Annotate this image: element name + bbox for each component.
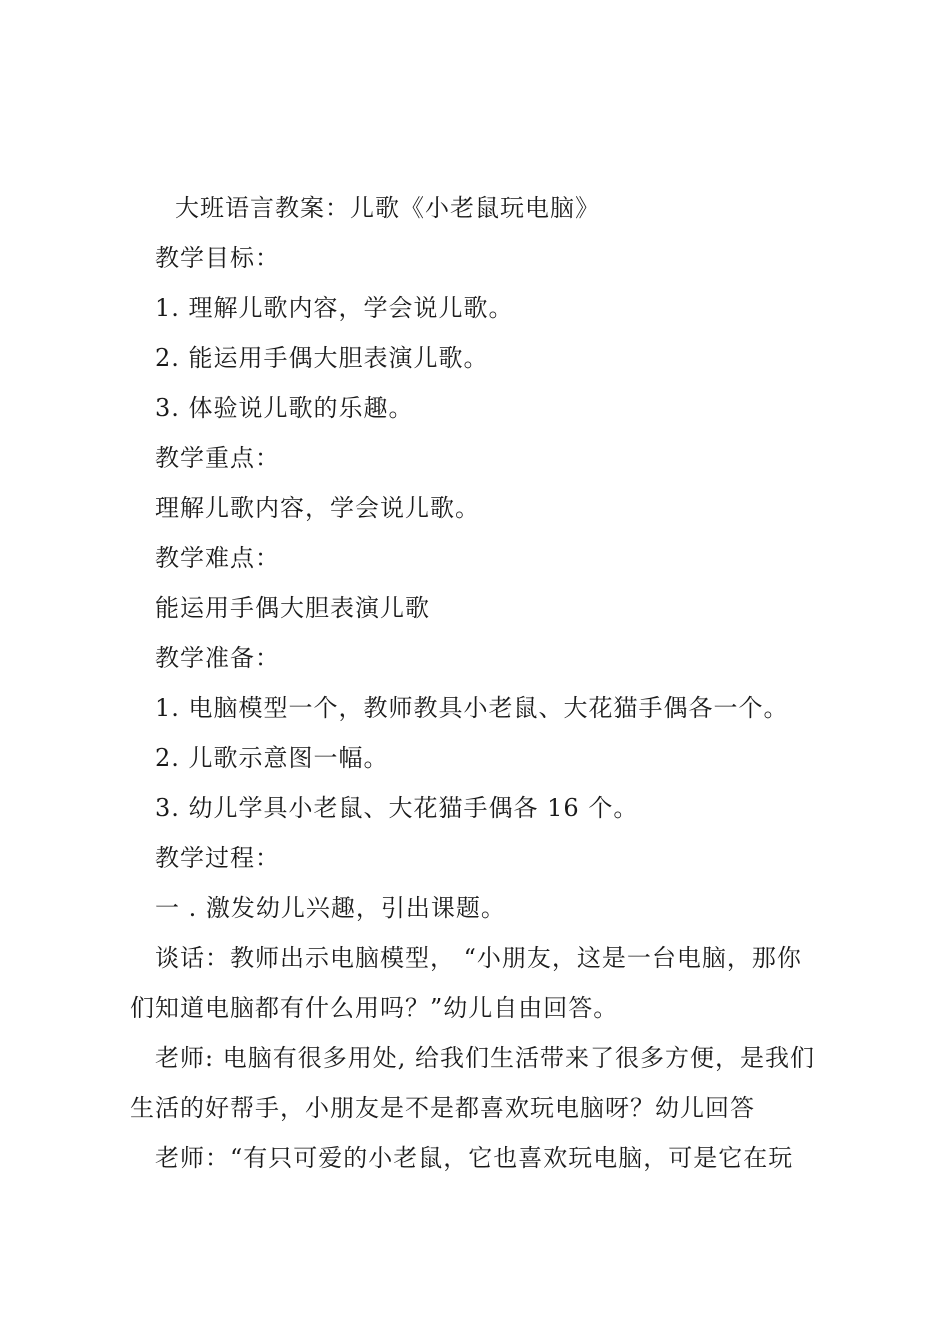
dialog-1-line-2: 们知道电脑都有什么用吗？”幼儿自由回答。 <box>130 994 619 1022</box>
process-heading: 教学过程： <box>155 844 280 872</box>
key-text: 理解儿歌内容，学会说儿歌。 <box>155 494 480 522</box>
prep-item-1: 1. 电脑模型一个，教师教具小老鼠、大花猫手偶各一个。 <box>155 694 789 722</box>
difficulty-heading: 教学难点： <box>155 544 280 572</box>
goal-item-1: 1. 理解儿歌内容，学会说儿歌。 <box>155 294 514 322</box>
goals-heading: 教学目标： <box>155 244 280 272</box>
prep-heading: 教学准备： <box>155 644 280 672</box>
goal-item-3: 3. 体验说儿歌的乐趣。 <box>155 394 414 422</box>
key-heading: 教学重点： <box>155 444 280 472</box>
dialog-2-line-2: 生活的好帮手，小朋友是不是都喜欢玩电脑呀？幼儿回答 <box>130 1094 755 1122</box>
dialog-1-line-1: 谈话：教师出示电脑模型， “小朋友，这是一台电脑，那你 <box>155 944 802 972</box>
dialog-3-line-1: 老师：“有只可爱的小老鼠，它也喜欢玩电脑，可是它在玩 <box>155 1144 794 1172</box>
document-title: 大班语言教案：儿歌《小老鼠玩电脑》 <box>175 194 600 222</box>
goal-item-2: 2. 能运用手偶大胆表演儿歌。 <box>155 344 489 372</box>
prep-item-3: 3. 幼儿学具小老鼠、大花猫手偶各 16 个。 <box>155 794 639 822</box>
difficulty-text: 能运用手偶大胆表演儿歌 <box>155 594 430 622</box>
process-step-1: 一 . 激发幼儿兴趣，引出课题。 <box>155 894 506 922</box>
dialog-2-line-1: 老师: 电脑有很多用处, 给我们生活带来了很多方便，是我们 <box>155 1044 815 1072</box>
prep-item-2: 2. 儿歌示意图一幅。 <box>155 744 389 772</box>
